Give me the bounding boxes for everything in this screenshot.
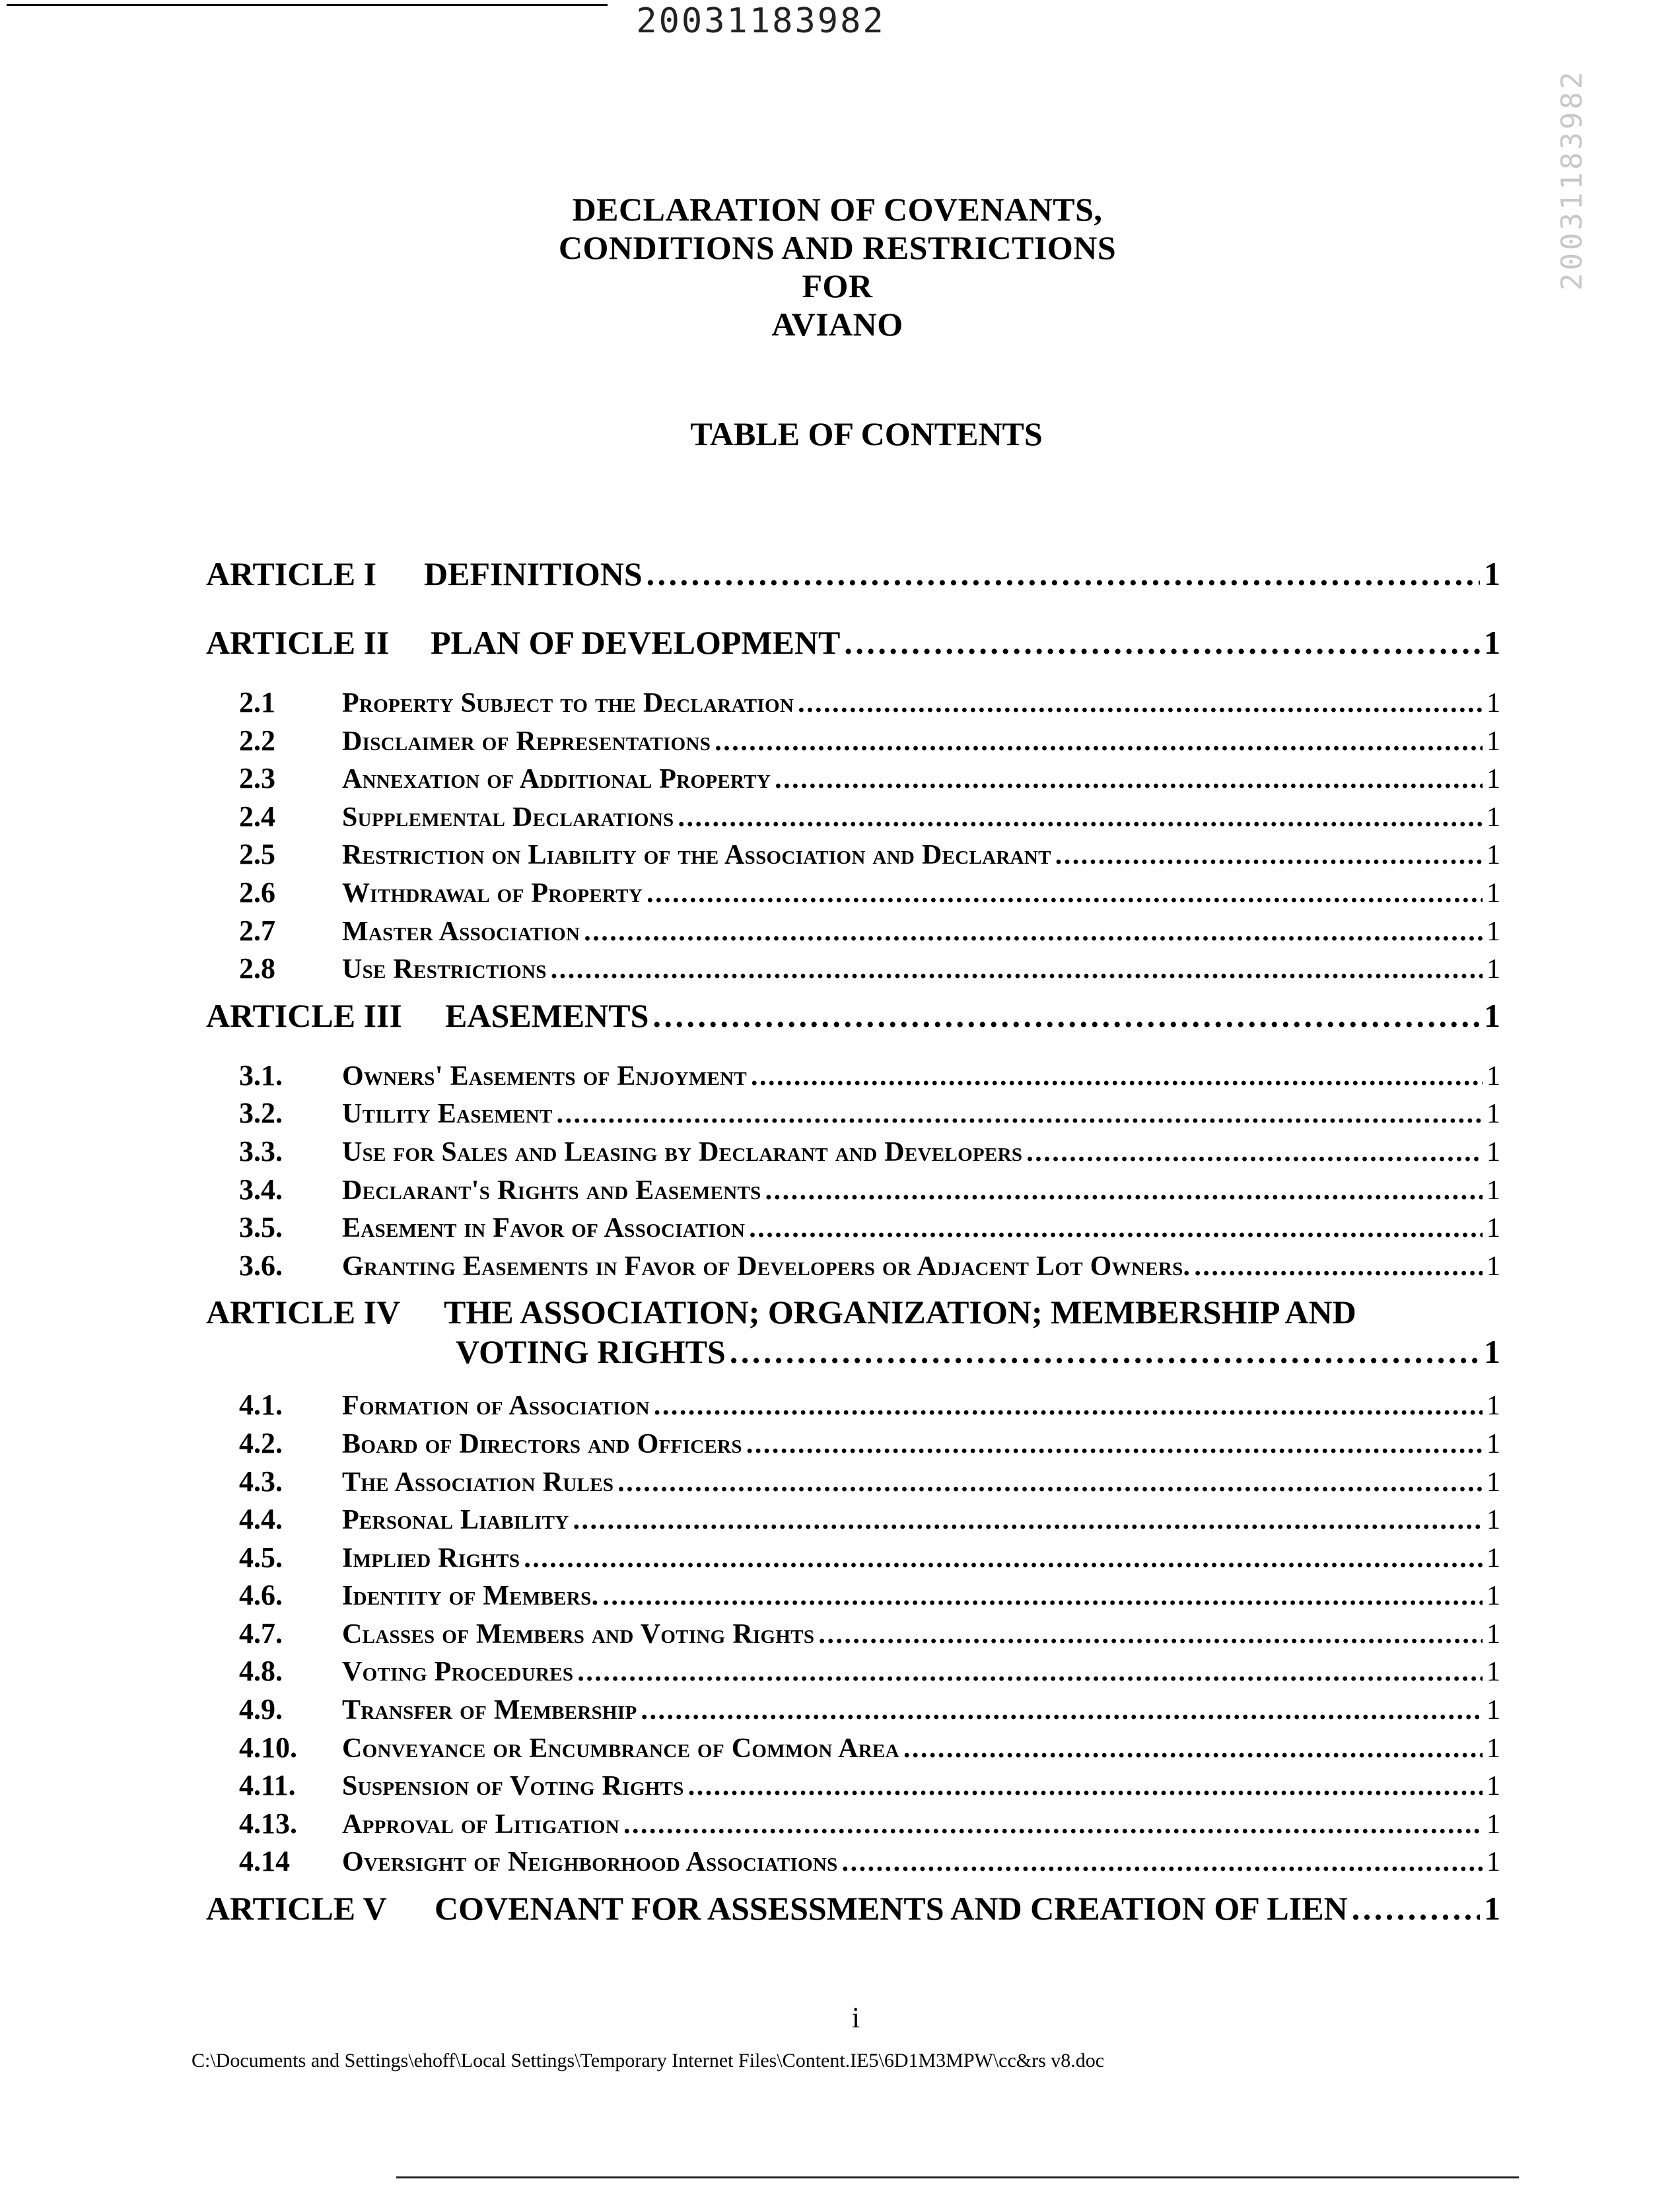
toc-section[interactable] — [206, 1388, 1500, 1426]
toc-section[interactable] — [206, 837, 1500, 876]
dot-leader — [730, 1333, 1480, 1371]
dot-leader — [641, 1694, 1483, 1726]
dot-leader — [557, 1098, 1483, 1130]
dot-leader — [688, 1770, 1483, 1802]
section-title: Disclaimer of Representations — [342, 726, 711, 757]
page-ref: 1 — [1487, 1467, 1500, 1498]
dot-leader — [678, 802, 1483, 833]
dot-leader — [602, 1580, 1483, 1612]
document-id-stamp: 20031183982 — [636, 1, 886, 41]
section-number: 4.4. — [239, 1503, 283, 1536]
page-ref: 1 — [1487, 688, 1500, 718]
dot-leader — [652, 996, 1480, 1035]
page-ref: 1 — [1487, 1428, 1500, 1459]
toc-section[interactable] — [206, 724, 1500, 762]
page-ref: 1 — [1487, 1543, 1500, 1574]
section-title: Master Association — [342, 916, 580, 947]
page-ref: 1 — [1487, 916, 1500, 947]
section-title: Annexation of Additional Property — [342, 764, 771, 795]
toc-section[interactable] — [206, 876, 1500, 914]
page-ref: 1 — [1487, 802, 1500, 833]
page-ref: 1 — [1487, 1060, 1500, 1092]
toc-section[interactable] — [206, 1096, 1500, 1134]
toc-article-5[interactable] — [206, 1889, 1500, 1951]
page-ref: 1 — [1487, 1809, 1500, 1840]
side-document-stamp: 20031183982 — [1555, 69, 1589, 291]
page-ref: 1 — [1487, 1847, 1500, 1878]
dot-leader — [623, 1809, 1483, 1840]
toc-section[interactable] — [206, 685, 1500, 724]
toc-article-4[interactable] — [206, 1293, 1500, 1388]
page-ref: 1 — [1487, 954, 1500, 985]
article-title: EASEMENTS — [445, 996, 649, 1034]
dot-leader — [1194, 1251, 1483, 1282]
section-title: Easement in Favor of Association — [342, 1213, 746, 1244]
dot-leader — [584, 916, 1483, 948]
page-ref: 1 — [1487, 1391, 1500, 1422]
spacer — [206, 1286, 1500, 1293]
article-title: THE ASSOCIATION; ORGANIZATION; MEMBERSHIP AND — [444, 1294, 1356, 1331]
dot-leader — [654, 1390, 1483, 1422]
section-number: 4.14 — [239, 1845, 290, 1878]
section-number: 4.1. — [239, 1389, 283, 1422]
toc-section[interactable] — [206, 1502, 1500, 1541]
section-title: Owners' Easements of Enjoyment — [342, 1060, 747, 1092]
section-title: Identity of Members. — [342, 1581, 599, 1612]
toc-article-1[interactable] — [206, 555, 1500, 623]
page-ref: 1 — [1487, 1695, 1500, 1726]
page-ref: 1 — [1484, 1333, 1500, 1371]
article-title-line-1 — [206, 1293, 1500, 1333]
section-number: 3.3. — [239, 1134, 283, 1167]
page-ref: 1 — [1487, 1136, 1500, 1167]
section-number: 2.8 — [239, 952, 275, 985]
dot-leader — [903, 1733, 1483, 1764]
title-line: DECLARATION OF COVENANTS, — [572, 191, 1103, 228]
title-line: FOR — [802, 267, 873, 304]
section-number: 4.3. — [239, 1465, 283, 1498]
dot-leader — [1055, 839, 1483, 871]
toc-section[interactable] — [206, 914, 1500, 952]
section-number: 4.7. — [239, 1616, 283, 1649]
file-path-footer: C:\Documents and Settings\ehoff\Local Settings\Temporary Internet Files\Content.IE5\6D1M3MPW\cc&rs v8.doc — [192, 2050, 1105, 2071]
section-title: Voting Procedures — [342, 1657, 574, 1688]
toc-section[interactable] — [206, 800, 1500, 838]
toc-section[interactable] — [206, 952, 1500, 990]
section-title: Approval of Litigation — [342, 1809, 620, 1840]
toc-section[interactable] — [206, 1768, 1500, 1807]
page-ref: 1 — [1487, 1618, 1500, 1649]
toc-section[interactable] — [206, 1654, 1500, 1692]
section-number: 4.9. — [239, 1693, 283, 1726]
page-ref: 1 — [1487, 878, 1500, 909]
dot-leader — [573, 1504, 1483, 1536]
page-ref: 1 — [1487, 1175, 1500, 1206]
section-title: Suspension of Voting Rights — [342, 1771, 684, 1802]
toc-article-2[interactable] — [206, 623, 1500, 685]
section-title: Implied Rights — [342, 1543, 520, 1574]
section-title: Use for Sales and Leasing by Declarant and Developers — [342, 1136, 1023, 1167]
title-line: AVIANO — [771, 306, 903, 343]
section-title: Oversight of Neighborhood Associations — [342, 1847, 838, 1878]
dot-leader — [818, 1618, 1483, 1650]
toc-section[interactable] — [206, 1844, 1500, 1883]
page-ref: 1 — [1487, 840, 1500, 871]
section-title: Formation of Association — [342, 1391, 650, 1422]
page-ref: 1 — [1487, 1251, 1500, 1282]
page-ref: 1 — [1487, 1771, 1500, 1802]
section-title: Supplemental Declarations — [342, 802, 674, 833]
toc-section[interactable] — [206, 761, 1500, 800]
section-title: Classes of Members and Voting Rights — [342, 1618, 815, 1649]
article-title: PLAN OF DEVELOPMENT — [431, 624, 841, 661]
page-ref: 1 — [1484, 996, 1500, 1034]
dot-leader — [617, 1467, 1483, 1498]
section-number: 2.5 — [239, 838, 275, 871]
dot-leader — [1352, 1889, 1480, 1927]
title-line: CONDITIONS AND RESTRICTIONS — [558, 229, 1117, 266]
document-title — [0, 190, 1677, 343]
page-ref: 1 — [1487, 1213, 1500, 1244]
toc-section[interactable] — [206, 1616, 1500, 1655]
article-number: ARTICLE V — [206, 1890, 387, 1927]
page-ref: 1 — [1487, 1581, 1500, 1612]
article-title-line-2 — [456, 1333, 1500, 1388]
section-number: 3.4. — [239, 1173, 283, 1206]
toc-section[interactable] — [206, 1465, 1500, 1503]
section-title: Declarant's Rights and Easements — [342, 1175, 761, 1206]
toc-article-3[interactable] — [206, 996, 1500, 1059]
toc-section[interactable] — [206, 1692, 1500, 1731]
toc-section[interactable] — [206, 1210, 1500, 1249]
dot-leader — [1026, 1136, 1483, 1168]
section-number: 4.8. — [239, 1655, 283, 1688]
spacer — [206, 1883, 1500, 1889]
section-number: 3.5. — [239, 1211, 283, 1244]
page-ref: 1 — [1487, 1733, 1500, 1764]
dot-leader — [577, 1656, 1483, 1688]
page-ref: 1 — [1487, 1505, 1500, 1536]
dot-leader — [746, 1428, 1483, 1460]
article-number: ARTICLE I — [206, 555, 377, 592]
page-ref: 1 — [1487, 1657, 1500, 1688]
section-title: Personal Liability — [342, 1505, 569, 1536]
section-number: 2.1 — [239, 686, 275, 718]
section-number: 3.6. — [239, 1249, 283, 1282]
article-title-continued: VOTING RIGHTS — [456, 1333, 726, 1371]
page-number: i — [851, 2001, 860, 2034]
section-number: 4.13. — [239, 1807, 297, 1840]
dot-leader — [647, 878, 1483, 909]
page-ref: 1 — [1484, 624, 1500, 661]
toc-heading: TABLE OF CONTENTS — [690, 415, 1043, 452]
section-number: 2.7 — [239, 914, 275, 947]
section-title: Property Subject to the Declaration — [342, 688, 794, 718]
toc-section[interactable] — [206, 1173, 1500, 1211]
toc-section[interactable] — [206, 1059, 1500, 1097]
article-title: COVENANT FOR ASSESSMENTS AND CREATION OF LIEN — [435, 1890, 1348, 1927]
article-number: ARTICLE III — [206, 996, 402, 1034]
toc-section[interactable] — [206, 1249, 1500, 1287]
section-title: Withdrawal of Property — [342, 878, 643, 909]
dot-leader — [842, 1846, 1483, 1878]
section-number: 4.10. — [239, 1731, 297, 1764]
section-number: 4.11. — [239, 1769, 296, 1802]
spacer — [206, 990, 1500, 996]
section-number: 4.2. — [239, 1426, 283, 1459]
section-title: Granting Easements in Favor of Developers or Adjacent Lot Owners. — [342, 1251, 1191, 1282]
section-number: 4.5. — [239, 1541, 283, 1574]
toc-section[interactable] — [206, 1731, 1500, 1769]
toc-section[interactable] — [206, 1134, 1500, 1173]
page-ref: 1 — [1487, 726, 1500, 757]
dot-leader — [524, 1543, 1483, 1574]
section-title: Restriction on Liability of the Association and Declarant — [342, 840, 1051, 871]
section-title: Conveyance or Encumbrance of Common Area — [342, 1733, 899, 1764]
toc-section[interactable] — [206, 1426, 1500, 1465]
section-number: 2.2 — [239, 724, 275, 757]
article-title: DEFINITIONS — [424, 555, 643, 592]
section-number: 2.4 — [239, 800, 275, 833]
dot-leader — [749, 1212, 1483, 1244]
section-title: Transfer of Membership — [342, 1695, 637, 1726]
section-number: 3.2. — [239, 1097, 283, 1130]
section-number: 3.1. — [239, 1059, 283, 1092]
toc-section[interactable] — [206, 1807, 1500, 1845]
section-number: 2.6 — [239, 876, 275, 909]
page-ref: 1 — [1487, 764, 1500, 795]
section-title: Board of Directors and Officers — [342, 1428, 742, 1459]
dot-leader — [715, 726, 1483, 757]
dot-leader — [844, 623, 1480, 662]
toc-section[interactable] — [206, 1578, 1500, 1616]
section-number: 4.6. — [239, 1579, 283, 1612]
page-ref: 1 — [1484, 1890, 1500, 1927]
scan-bottom-rule — [396, 2176, 1519, 2178]
article-number: ARTICLE II — [206, 624, 390, 661]
page-ref: 1 — [1487, 1099, 1500, 1130]
section-title: Use Restrictions — [342, 954, 547, 985]
page-ref: 1 — [1484, 555, 1500, 592]
dot-leader — [775, 763, 1483, 795]
dot-leader — [551, 954, 1483, 985]
dot-leader — [647, 555, 1480, 593]
section-number: 2.3 — [239, 762, 275, 795]
dot-leader — [765, 1175, 1483, 1206]
section-title: Utility Easement — [342, 1099, 553, 1130]
section-title: The Association Rules — [342, 1467, 614, 1498]
toc-section[interactable] — [206, 1541, 1500, 1579]
dot-leader — [798, 687, 1483, 719]
table-of-contents — [206, 555, 1500, 1951]
dot-leader — [751, 1060, 1483, 1092]
article-number: ARTICLE IV — [206, 1294, 401, 1331]
